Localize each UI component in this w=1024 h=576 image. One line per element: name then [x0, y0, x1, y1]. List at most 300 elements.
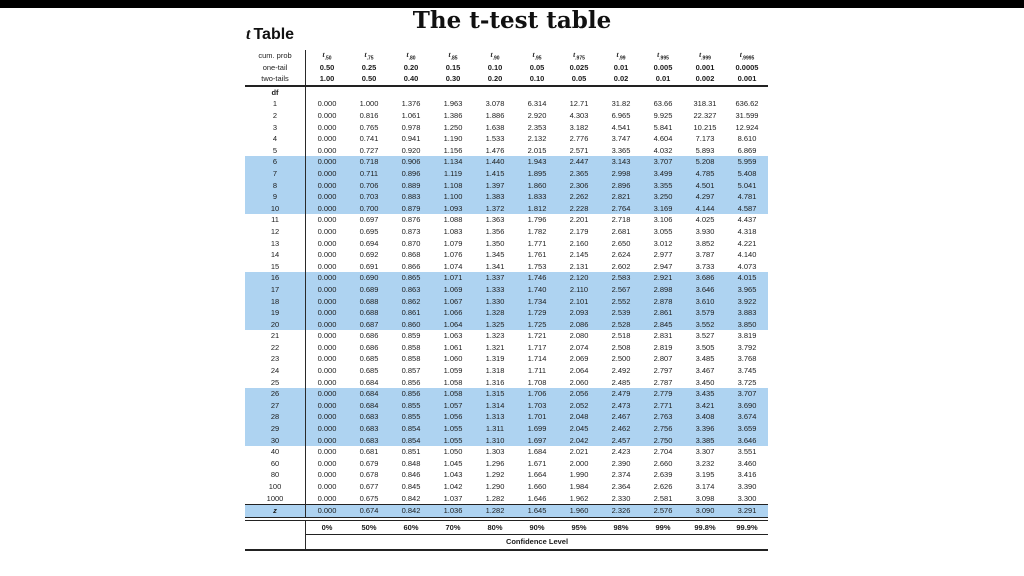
t-value: 0.697 [359, 215, 379, 225]
z-value: 3.291 [726, 505, 768, 518]
t-value: 1.061 [401, 111, 421, 121]
t-value: 2.920 [527, 111, 547, 121]
t-value: 1.316 [485, 377, 505, 387]
t-value: 0.000 [317, 377, 337, 387]
t-value: 1.714 [527, 354, 547, 364]
t-value: 2.718 [611, 215, 631, 225]
t-value: 5.408 [726, 168, 768, 180]
table-row [245, 388, 768, 400]
t-value: 0.677 [359, 482, 379, 492]
t-value: 3.467 [695, 366, 715, 376]
t-value: 0.851 [401, 447, 421, 457]
t-value: 3.307 [695, 447, 715, 457]
t-value: 2.353 [527, 122, 547, 132]
t-value: 1.328 [474, 307, 516, 319]
t-value: 6.869 [737, 145, 757, 155]
one-tail-value: 0.005 [653, 62, 673, 72]
z-value: 1.036 [432, 505, 474, 518]
t-value: 0.688 [348, 295, 390, 307]
t-value: 2.074 [569, 342, 589, 352]
t-value: 0.727 [359, 145, 379, 155]
table-heading-text: Table [253, 26, 295, 43]
t-value: 1.314 [474, 400, 516, 412]
two-tails-value: 0.05 [558, 73, 600, 86]
t-value: 3.012 [653, 238, 673, 248]
t-value: 0.858 [401, 354, 421, 364]
t-value: 1.037 [443, 493, 463, 503]
table-row [245, 469, 768, 481]
t-value: 4.032 [653, 145, 673, 155]
t-value: 0.692 [359, 250, 379, 260]
t-value: 6.965 [611, 111, 631, 121]
t-value: 0.684 [348, 388, 390, 400]
t-value: 1.282 [485, 493, 505, 503]
t-value: 1.963 [443, 99, 463, 109]
t-value: 3.106 [653, 215, 673, 225]
table-heading-t-symbol: t [246, 26, 251, 43]
t-value: 0.000 [317, 493, 337, 503]
z-value: 0.674 [348, 505, 390, 518]
t-value: 3.922 [726, 295, 768, 307]
t-value: 4.781 [726, 191, 768, 203]
t-value: 3.169 [642, 203, 684, 215]
t-value: 2.485 [611, 377, 631, 387]
t-value: 1.071 [432, 272, 474, 284]
t-value: 1.057 [432, 400, 474, 412]
t-value: 3.819 [737, 331, 757, 341]
one-tail-value: 0.15 [445, 62, 461, 72]
confidence-level-label: Confidence Level [306, 535, 769, 551]
t-value: 2.508 [611, 342, 631, 352]
t-value: 2.000 [569, 458, 589, 468]
df-header-spacer [306, 86, 769, 99]
t-value: 0.896 [390, 168, 432, 180]
t-value: 3.505 [695, 342, 715, 352]
t-value: 2.423 [611, 447, 631, 457]
t-value: 0.000 [317, 458, 337, 468]
t-value: 3.707 [642, 156, 684, 168]
table-row [245, 168, 768, 180]
t-value: 1.753 [527, 261, 547, 271]
t-value: 2.831 [653, 331, 673, 341]
t-value: 2.457 [600, 435, 642, 447]
t-value: 2.015 [527, 145, 547, 155]
table-row [245, 295, 768, 307]
t-value: 2.602 [611, 261, 631, 271]
table-row [245, 238, 768, 250]
t-value: 0.000 [317, 354, 337, 364]
t-value: 1.734 [516, 295, 558, 307]
t-value: 2.878 [642, 295, 684, 307]
confidence-value: 70% [432, 521, 474, 535]
one-tail-value: 0.025 [569, 62, 589, 72]
t-value: 0.865 [390, 272, 432, 284]
t-value: 2.364 [611, 482, 631, 492]
t-value: 4.221 [737, 238, 757, 248]
t-value: 0.860 [390, 319, 432, 331]
df-value: 30 [245, 435, 306, 447]
t-value: 0.000 [317, 145, 337, 155]
one-tail-row [245, 62, 768, 74]
t-value: 1.333 [474, 284, 516, 296]
t-value: 1.711 [527, 366, 547, 376]
t-value: 63.66 [653, 99, 673, 109]
t-value: 1.337 [474, 272, 516, 284]
t-value: 2.179 [569, 226, 589, 236]
one-tail-value: 0.10 [487, 62, 503, 72]
t-value: 3.300 [737, 493, 757, 503]
t-value: 0.000 [317, 122, 337, 132]
t-value: 1.250 [443, 122, 463, 132]
t-table-head [245, 50, 768, 98]
two-tails-label: two-tails [245, 73, 306, 86]
t-value: 1.671 [527, 458, 547, 468]
t-table [245, 50, 768, 551]
t-value: 0.000 [317, 111, 337, 121]
t-value: 0.000 [317, 226, 337, 236]
t-value: 4.785 [684, 168, 726, 180]
t-value: 2.492 [611, 366, 631, 376]
confidence-value: 80% [474, 521, 516, 535]
t-value: 0.000 [317, 447, 337, 457]
t-value: 1.190 [443, 134, 463, 144]
t-value: 1.703 [516, 400, 558, 412]
t-value: 1.350 [485, 238, 505, 248]
t-value: 8.610 [737, 134, 757, 144]
table-row [245, 446, 768, 458]
t-value: 1.761 [527, 250, 547, 260]
t-quantile-header: $t_{.75}$ [364, 49, 374, 62]
t-quantile-header: $t_{.9995}$ [739, 49, 755, 62]
two-tails-value: 0.02 [600, 73, 642, 86]
df-value: 22 [245, 342, 306, 354]
t-value: 2.921 [642, 272, 684, 284]
df-value: 29 [245, 423, 306, 435]
t-value: 1.079 [443, 238, 463, 248]
table-row [245, 400, 768, 412]
t-value: 2.110 [558, 284, 600, 296]
t-value: 1.043 [443, 470, 463, 480]
t-value: 0.889 [390, 180, 432, 192]
t-value: 4.541 [611, 122, 631, 132]
t-value: 1.684 [527, 447, 547, 457]
t-value: 2.086 [558, 319, 600, 331]
t-value: 2.639 [653, 470, 673, 480]
t-value: 636.62 [735, 99, 759, 109]
table-row [245, 284, 768, 296]
t-value: 2.093 [558, 307, 600, 319]
t-value: 1.341 [485, 261, 505, 271]
z-value: 2.576 [642, 505, 684, 518]
t-value: 4.144 [684, 203, 726, 215]
z-value: 3.090 [684, 505, 726, 518]
one-tail-value: 0.01 [613, 62, 629, 72]
t-table-body [245, 98, 768, 550]
t-value: 0.000 [306, 307, 349, 319]
t-value: 1.796 [527, 215, 547, 225]
t-value: 1.323 [485, 331, 505, 341]
t-value: 1.533 [485, 134, 505, 144]
t-value: 1.638 [485, 122, 505, 132]
t-value: 1.717 [527, 342, 547, 352]
t-value: 1.119 [432, 168, 474, 180]
t-value: 1.660 [527, 482, 547, 492]
t-value: 2.390 [611, 458, 631, 468]
t-value: 3.787 [695, 250, 715, 260]
df-value: 11 [245, 214, 306, 226]
t-value: 1.721 [527, 331, 547, 341]
t-value: 1.706 [516, 388, 558, 400]
t-value: 1.372 [474, 203, 516, 215]
one-tail-value: 0.001 [695, 62, 715, 72]
t-value: 3.365 [611, 145, 631, 155]
t-value: 0.858 [401, 342, 421, 352]
t-value: 3.450 [695, 377, 715, 387]
df-value: 26 [245, 388, 306, 400]
t-value: 0.000 [306, 272, 349, 284]
t-value: 0.000 [317, 250, 337, 260]
t-value: 1.303 [485, 447, 505, 457]
t-value: 3.768 [737, 354, 757, 364]
t-value: 0.684 [348, 400, 390, 412]
t-value: 0.855 [390, 400, 432, 412]
t-value: 3.250 [642, 191, 684, 203]
t-value: 1.345 [485, 250, 505, 260]
t-value: 2.763 [642, 411, 684, 423]
t-value: 1.134 [432, 156, 474, 168]
table-row [245, 122, 768, 134]
t-value: 7.173 [695, 134, 715, 144]
t-value: 0.856 [401, 377, 421, 387]
t-value: 3.852 [695, 238, 715, 248]
t-value: 1.000 [359, 99, 379, 109]
t-value: 1.058 [443, 377, 463, 387]
t-value: 2.787 [653, 377, 673, 387]
t-value: 0.920 [401, 145, 421, 155]
t-value: 12.924 [735, 122, 759, 132]
t-value: 318.31 [693, 99, 717, 109]
t-value: 3.745 [737, 366, 757, 376]
t-value: 5.893 [695, 145, 715, 155]
df-value: 20 [245, 319, 306, 331]
t-value: 3.527 [695, 331, 715, 341]
t-value: 12.71 [569, 99, 589, 109]
t-value: 1.076 [443, 250, 463, 260]
t-value: 1.313 [474, 411, 516, 423]
t-value: 1.699 [516, 423, 558, 435]
table-row [245, 435, 768, 447]
t-value: 1.386 [443, 111, 463, 121]
df-value: 25 [245, 377, 306, 389]
t-value: 3.055 [653, 226, 673, 236]
t-value: 1.069 [432, 284, 474, 296]
confidence-value: 95% [558, 521, 600, 535]
t-value: 2.896 [600, 180, 642, 192]
table-row [245, 214, 768, 226]
t-quantile-header: $t_{.50}$ [322, 49, 332, 62]
t-value: 1.093 [432, 203, 474, 215]
t-value: 5.208 [684, 156, 726, 168]
t-value: 22.327 [693, 111, 717, 121]
t-value: 1.990 [569, 470, 589, 480]
t-value: 1.321 [485, 342, 505, 352]
t-value: 1.740 [516, 284, 558, 296]
t-value: 2.056 [558, 388, 600, 400]
t-value: 0.000 [317, 134, 337, 144]
t-value: 2.552 [600, 295, 642, 307]
t-value: 2.479 [600, 388, 642, 400]
t-value: 3.579 [684, 307, 726, 319]
t-value: 2.045 [558, 423, 600, 435]
t-value: 1.088 [443, 215, 463, 225]
t-value: 1.050 [443, 447, 463, 457]
t-value: 1.108 [432, 180, 474, 192]
t-value: 1.356 [485, 226, 505, 236]
t-value: 0.000 [317, 99, 337, 109]
t-value: 0.741 [359, 134, 379, 144]
t-value: 3.174 [695, 482, 715, 492]
t-value: 2.473 [600, 400, 642, 412]
t-value: 2.756 [642, 423, 684, 435]
t-value: 2.131 [569, 261, 589, 271]
t-value: 3.725 [737, 377, 757, 387]
t-value: 2.581 [653, 493, 673, 503]
one-tail-value: 0.20 [403, 62, 419, 72]
t-value: 2.052 [558, 400, 600, 412]
z-value: 0.842 [390, 505, 432, 518]
t-value: 1.330 [474, 295, 516, 307]
t-value: 0.000 [306, 180, 349, 192]
t-value: 3.930 [695, 226, 715, 236]
t-value: 1.059 [443, 366, 463, 376]
t-value: 0.691 [359, 261, 379, 271]
t-value: 2.160 [569, 238, 589, 248]
df-value: 2 [245, 110, 306, 122]
page-title: The t-test table [412, 7, 612, 34]
t-value: 5.959 [726, 156, 768, 168]
t-value: 0.842 [401, 493, 421, 503]
t-value: 0.683 [348, 423, 390, 435]
t-value: 0.978 [401, 122, 421, 132]
t-value: 0.816 [359, 111, 379, 121]
t-value: 2.998 [600, 168, 642, 180]
t-value: 2.101 [558, 295, 600, 307]
t-value: 1.074 [443, 261, 463, 271]
t-value: 0.000 [306, 191, 349, 203]
df-value: 18 [245, 295, 306, 307]
confidence-value: 60% [390, 521, 432, 535]
t-value: 2.539 [600, 307, 642, 319]
df-value: 19 [245, 307, 306, 319]
t-value: 2.898 [642, 284, 684, 296]
t-value: 0.846 [401, 470, 421, 480]
df-value: 16 [245, 272, 306, 284]
two-tails-value: 0.40 [390, 73, 432, 86]
t-value: 0.000 [306, 284, 349, 296]
t-value: 2.060 [569, 377, 589, 387]
t-value: 3.421 [684, 400, 726, 412]
t-value: 2.048 [558, 411, 600, 423]
table-row [245, 180, 768, 192]
t-value: 0.862 [390, 295, 432, 307]
t-value: 3.485 [695, 354, 715, 364]
t-value: 0.863 [390, 284, 432, 296]
t-value: 3.182 [569, 122, 589, 132]
t-value: 3.385 [684, 435, 726, 447]
t-value: 3.232 [695, 458, 715, 468]
df-value: 15 [245, 261, 306, 273]
t-value: 2.145 [569, 250, 589, 260]
t-value: 1.746 [516, 272, 558, 284]
t-value: 2.528 [600, 319, 642, 331]
table-row [245, 98, 768, 110]
df-value: 6 [245, 156, 306, 168]
t-value: 3.552 [684, 319, 726, 331]
t-value: 3.499 [642, 168, 684, 180]
t-quantile-header: $t_{.80}$ [406, 49, 416, 62]
t-value: 0.686 [359, 331, 379, 341]
confidence-value: 50% [348, 521, 390, 535]
t-value: 2.042 [558, 435, 600, 447]
t-value: 2.947 [653, 261, 673, 271]
t-value: 6.314 [527, 99, 547, 109]
t-value: 1.058 [432, 388, 474, 400]
one-tail-value: 0.25 [361, 62, 377, 72]
t-value: 1.962 [569, 493, 589, 503]
table-row [245, 330, 768, 342]
t-value: 2.779 [642, 388, 684, 400]
t-value: 0.678 [359, 470, 379, 480]
z-row [245, 505, 768, 518]
t-value: 1.064 [432, 319, 474, 331]
df-value: 10 [245, 203, 306, 215]
t-value: 0.695 [359, 226, 379, 236]
t-value: 2.821 [600, 191, 642, 203]
t-value: 1.083 [443, 226, 463, 236]
df-value: 7 [245, 168, 306, 180]
t-value: 0.859 [401, 331, 421, 341]
table-row [245, 133, 768, 145]
t-value: 0.000 [317, 470, 337, 480]
t-value: 0.857 [401, 366, 421, 376]
t-value: 3.646 [726, 435, 768, 447]
t-value: 3.435 [684, 388, 726, 400]
t-value: 1.067 [432, 295, 474, 307]
df-value: 21 [245, 330, 306, 342]
t-value: 0.000 [306, 400, 349, 412]
t-value: 1.061 [443, 342, 463, 352]
t-value: 1.943 [516, 156, 558, 168]
df-value: 12 [245, 226, 306, 238]
df-value: 60 [245, 458, 306, 470]
t-value: 3.098 [695, 493, 715, 503]
table-row [245, 377, 768, 389]
t-value: 2.704 [653, 447, 673, 457]
t-value: 2.845 [642, 319, 684, 331]
t-value: 0.870 [401, 238, 421, 248]
t-value: 1.156 [443, 145, 463, 155]
table-heading [246, 26, 294, 44]
t-value: 1.060 [443, 354, 463, 364]
two-tails-value: 0.001 [726, 73, 768, 86]
t-value: 1.725 [516, 319, 558, 331]
z-value: 0.000 [306, 505, 349, 518]
t-value: 1.290 [485, 482, 505, 492]
z-value: 2.326 [600, 505, 642, 518]
t-value: 0.000 [306, 388, 349, 400]
t-value: 4.303 [569, 111, 589, 121]
t-value: 3.792 [737, 342, 757, 352]
